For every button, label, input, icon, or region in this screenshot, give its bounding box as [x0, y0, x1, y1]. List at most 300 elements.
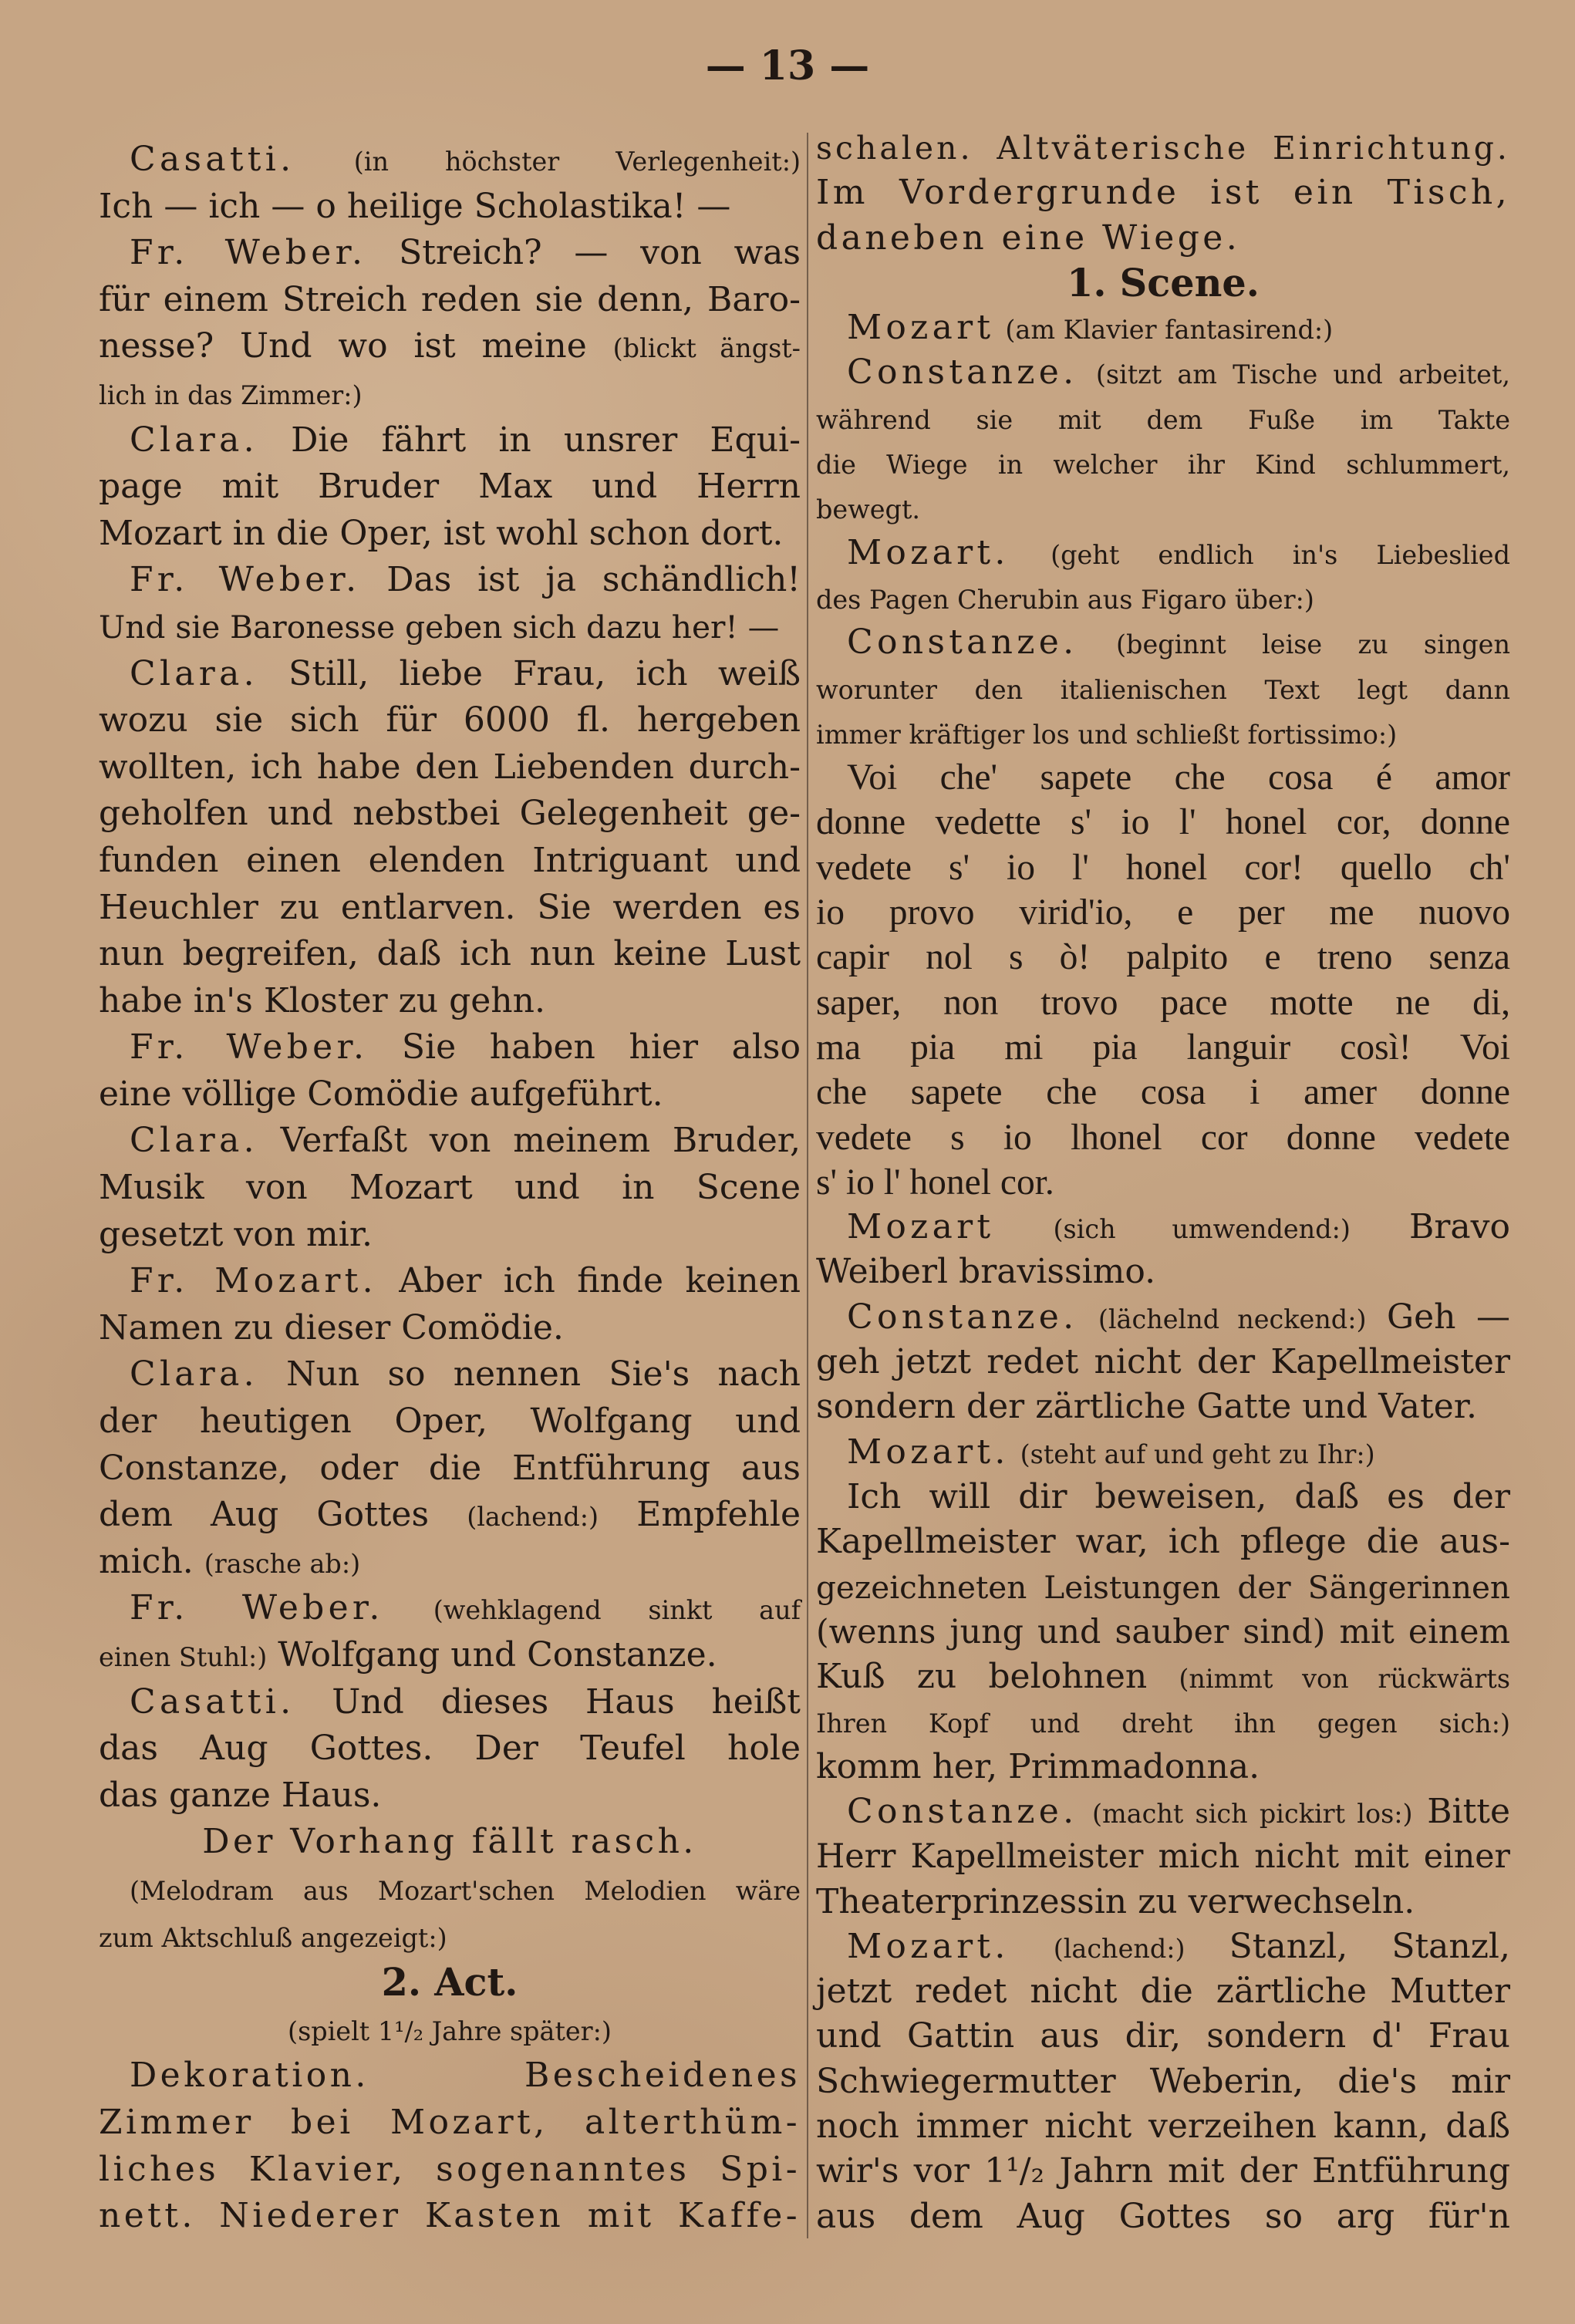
text-line [816, 305, 1510, 350]
text-line [816, 1295, 1510, 1340]
text-line [99, 1024, 801, 1071]
line-content [99, 373, 363, 413]
text-line [99, 1773, 801, 1820]
text-line [99, 137, 801, 184]
speaker-name: Casatti. [130, 1681, 295, 1722]
dialogue-text: page mit Bruder Max und Herrn [99, 467, 801, 507]
line-content [816, 1073, 1510, 1112]
line-content [847, 352, 1510, 392]
line-content [99, 2196, 801, 2235]
text-line [99, 1585, 801, 1632]
dialogue-text: das ganze Haus. [99, 1775, 382, 1815]
line-content [99, 888, 801, 927]
text-line [816, 1834, 1510, 1879]
line-content [130, 1261, 801, 1300]
text-line [99, 184, 801, 231]
text-line [816, 2149, 1510, 2194]
line-content [816, 803, 1510, 842]
line-content [816, 2062, 1510, 2101]
text-line [816, 1475, 1510, 1520]
stage-direction: lich in das Zimmer:) [99, 379, 363, 410]
speaker-name: Fr. Mozart. [130, 1261, 377, 1301]
speaker-name: Fr. Weber. [130, 233, 367, 273]
line-content [381, 1960, 518, 2005]
dialogue-text: geh jetzt redet nicht der Kapellmeister [816, 1342, 1510, 1382]
dialogue-text: Constanze, oder die Entführung aus [99, 1448, 801, 1488]
line-content [816, 173, 1510, 212]
paragraph [816, 305, 1510, 350]
paragraph [99, 1959, 801, 2006]
line-content [816, 983, 1510, 1023]
text-line [816, 1610, 1510, 1654]
paragraph [816, 1295, 1510, 1430]
paragraph [99, 1866, 801, 1959]
italian-lyric: donne vedette s' io l' honel cor, donne [816, 802, 1510, 843]
line-content [816, 1522, 1510, 1561]
speaker-name: Constanze. [847, 1791, 1078, 1831]
line-content [99, 2103, 801, 2142]
line-content [816, 848, 1510, 888]
dialogue-text: Streich? — von was [399, 233, 801, 273]
line-content [816, 487, 920, 527]
paragraph [816, 1475, 1510, 1789]
line-content [99, 609, 779, 646]
dialogue-text: habe in's Kloster zu gehn. [99, 980, 545, 1020]
dialogue-text: noch immer nicht verzeihen kann, daß [816, 2106, 1510, 2147]
column-rule [807, 133, 808, 2238]
line-content [847, 1792, 1510, 1831]
text-line [816, 396, 1510, 440]
paragraph [99, 1118, 801, 1258]
stage-direction: bewegt. [816, 494, 921, 525]
stage-direction: (wehklagend sinkt auf [433, 1595, 801, 1626]
dialogue-text: Heuchler zu entlarven. Sie werden es [99, 887, 801, 927]
paragraph [816, 1430, 1510, 1475]
stage-direction: (lächelnd neckend:) [1098, 1304, 1367, 1334]
text-line [99, 604, 801, 651]
italian-lyric: capir nol s ò! palpito e treno senza [816, 937, 1510, 978]
dialogue-text: gezeichneten Leistungen der Sängerinnen [816, 1568, 1510, 1606]
spaced-text: schalen. Altväterische Einrichtung. [816, 130, 1510, 167]
text-line [99, 2052, 801, 2100]
stage-direction: (beginnt leise zu singen [1116, 629, 1510, 660]
line-content [816, 1837, 1510, 1876]
dialogue-text: Und sie Baronesse geben sich dazu her! — [99, 608, 780, 646]
text-line [99, 791, 801, 838]
paragraph [99, 137, 801, 230]
dialogue-text: funden einen elenden Intriguant und [99, 840, 801, 880]
text-line [99, 2147, 801, 2194]
line-content [847, 1432, 1375, 1472]
text-line [816, 1250, 1510, 1294]
dialogue-text: nesse? Und wo ist meine [99, 326, 587, 366]
paragraph [99, 557, 801, 650]
italian-lyric: saper, non trovo pace motte ne di, [816, 982, 1510, 1023]
dialogue-text: Kapellmeister war, ich pflege die aus- [816, 1522, 1510, 1562]
stage-direction: (sich umwendend:) [1053, 1214, 1351, 1245]
dialogue-text: Musik von Mozart und in Scene [99, 1168, 801, 1208]
text-line [99, 417, 801, 464]
dialogue-text: Mozart in die Oper, ist wohl schon dort. [99, 513, 784, 553]
dialogue-text: und Gattin aus dir, sondern d' Frau [816, 2016, 1510, 2056]
text-line [816, 1070, 1510, 1115]
line-content [816, 2151, 1510, 2191]
stage-direction: während sie mit dem Fuße im Takte [816, 404, 1510, 435]
dialogue-text: dem Aug Gottes [99, 1495, 430, 1535]
dialogue-text: Geh — [1386, 1297, 1510, 1337]
line-content [847, 622, 1510, 662]
paragraph [99, 1258, 801, 1351]
spaced-text: Zimmer bei Mozart, alterthüm- [99, 2102, 801, 2142]
speaker-name: Clara. [130, 1121, 258, 1161]
text-line [816, 126, 1510, 170]
speaker-name: Clara. [130, 1354, 258, 1395]
stage-direction: (blickt ängst- [612, 333, 801, 364]
line-content [847, 308, 1333, 347]
line-content [847, 533, 1510, 572]
line-content [99, 747, 801, 787]
italian-lyric: s' io l' honel cor. [816, 1162, 1054, 1202]
speaker-name: Mozart [847, 1207, 995, 1247]
dialogue-text: aus dem Aug Gottes so arg für'n [816, 2196, 1510, 2236]
line-content [99, 1635, 717, 1675]
line-content [99, 1916, 447, 1955]
speaker-name: Clara. [130, 653, 258, 693]
page-number: — 13 — [705, 42, 870, 89]
text-line [99, 1913, 801, 1960]
line-content [99, 1449, 801, 1488]
italian-lyric: ma pia mi pia languir così! Voi [816, 1027, 1510, 1068]
text-line [99, 1819, 801, 1866]
line-content [99, 1729, 801, 1768]
line-content [816, 1747, 1260, 1786]
line-content [816, 938, 1510, 977]
line-content [99, 981, 545, 1020]
text-line [816, 1205, 1510, 1250]
text-line [816, 1654, 1510, 1699]
text-line [816, 485, 1510, 530]
italian-lyric: vedete s io lhonel cor donne vedete [816, 1117, 1510, 1158]
text-line [99, 1492, 801, 1539]
text-line [816, 1745, 1510, 1789]
spaced-text: nett. Niederer Kasten mit Kaffe- [99, 2196, 801, 2236]
dialogue-text: Weiberl bravissimo. [816, 1252, 1156, 1292]
dialogue-text: jetzt redet nicht die zärtliche Mutter [816, 1972, 1510, 2012]
dialogue-text: nun begreifen, daß ich nun keine Lust [99, 934, 801, 974]
paragraph [99, 1679, 801, 1820]
italian-lyric: io provo virid'io, e per me nuovo [816, 892, 1510, 933]
stage-direction: (nimmt von rückwärts [1179, 1664, 1510, 1695]
speaker-name: Fr. Weber. [130, 1027, 369, 1068]
line-content [130, 2056, 801, 2095]
dialogue-text: für einem Streich reden sie denn, Baro- [99, 279, 801, 319]
text-line [99, 277, 801, 324]
paragraph [99, 2006, 801, 2053]
line-content [130, 420, 801, 460]
italian-lyric: vedete s' io l' honel cor! quello ch' [816, 847, 1510, 888]
text-line [99, 1866, 801, 1913]
text-line [816, 1880, 1510, 1924]
line-content [847, 1927, 1510, 1966]
line-content [816, 443, 1510, 482]
dialogue-text: Stanzl, Stanzl, [1229, 1926, 1510, 1966]
text-line [99, 1071, 801, 1118]
text-line [99, 2006, 801, 2053]
dialogue-text: eine völlige Comödie aufgeführt. [99, 1074, 663, 1114]
line-content [130, 1588, 801, 1627]
line-content [130, 233, 801, 272]
text-line [816, 170, 1510, 215]
text-line [99, 511, 801, 558]
dialogue-text: mich. [99, 1541, 194, 1581]
stage-direction: einen Stuhl:) [99, 1642, 268, 1672]
text-line [816, 440, 1510, 485]
text-line [816, 1565, 1510, 1610]
paragraph [816, 1789, 1510, 1924]
stage-direction: immer kräftiger los und schließt fortissimo:) [816, 719, 1398, 750]
text-line [816, 1430, 1510, 1475]
line-content [99, 794, 801, 833]
stage-direction: (in höchster Verlegenheit:) [353, 147, 801, 177]
text-line [816, 1520, 1510, 1564]
text-line [816, 2104, 1510, 2149]
dialogue-text: Sie haben hier also [401, 1027, 801, 1068]
text-line [816, 845, 1510, 890]
text-line [99, 1632, 801, 1679]
spaced-text: liches Klavier, sogenanntes Spi- [99, 2149, 801, 2189]
line-content [847, 1297, 1510, 1337]
paragraph [99, 1351, 801, 1585]
text-line [99, 1679, 801, 1726]
line-content [847, 1477, 1510, 1516]
text-line [816, 1025, 1510, 1070]
line-content [99, 1215, 373, 1254]
dialogue-text: Und dieses Haus heißt [332, 1681, 801, 1722]
line-content [99, 1776, 381, 1815]
text-line [99, 697, 801, 744]
text-line [816, 980, 1510, 1025]
italian-lyric: Voi che' sapete che cosa é amor [847, 757, 1510, 798]
line-content [816, 713, 1397, 752]
paragraph [99, 230, 801, 417]
line-content [816, 1613, 1510, 1651]
dialogue-text: Nun so nennen Sie's nach [286, 1354, 801, 1395]
text-line [816, 1789, 1510, 1834]
dialogue-text: Die fährt in unsrer Equi- [291, 420, 801, 460]
speaker-name: Constanze. [847, 1297, 1078, 1337]
line-content [130, 560, 801, 599]
section-heading: 1. Scene. [1067, 260, 1260, 305]
text-line [816, 350, 1510, 395]
text-line [816, 1115, 1510, 1160]
text-line [99, 1212, 801, 1259]
speaker-name: Fr. Weber. [130, 560, 361, 600]
line-content [816, 2016, 1510, 2056]
line-content [99, 326, 801, 366]
line-content [816, 578, 1314, 617]
line-content [816, 1028, 1510, 1068]
line-content [99, 2150, 801, 2189]
line-content [99, 1542, 360, 1581]
text-line [816, 710, 1510, 755]
text-line [99, 1445, 801, 1493]
speaker-name: Mozart. [847, 532, 1010, 572]
paragraph [816, 531, 1510, 621]
line-content [99, 1308, 564, 1348]
stage-direction: (steht auf und geht zu Ihr:) [1020, 1439, 1375, 1469]
line-content [99, 1074, 663, 1114]
stage-direction: (geht endlich in's Liebeslied [1051, 539, 1510, 570]
line-content [99, 1495, 801, 1534]
line-content [816, 2106, 1510, 2146]
paragraph [816, 126, 1510, 261]
line-content [130, 1121, 801, 1160]
text-line [816, 1924, 1510, 1969]
speaker-name: Mozart [847, 308, 995, 348]
dialogue-text: Das ist ja schändlich! [386, 560, 801, 600]
paragraph [99, 651, 801, 1025]
dialogue-text: Ich will dir beweisen, daß es der [847, 1476, 1510, 1516]
dialogue-text: Empfehle [636, 1495, 801, 1535]
text-line [99, 1118, 801, 1165]
spaced-text: daneben eine Wiege. [816, 218, 1241, 258]
text-line [99, 978, 801, 1025]
line-content [288, 2009, 612, 2049]
paragraph [99, 2052, 801, 2239]
stage-direction: (macht sich pickirt los:) [1091, 1798, 1413, 1829]
line-content [130, 654, 801, 693]
text-line [816, 935, 1510, 980]
dialogue-text: wollten, ich habe den Liebenden durch- [99, 747, 801, 787]
line-content [99, 1401, 801, 1441]
stage-direction: (am Klavier fantasirend:) [1005, 315, 1334, 346]
dialogue-text: (wenns jung und sauber sind) mit einem [816, 1612, 1510, 1651]
line-content [99, 187, 730, 226]
paragraph [816, 261, 1510, 305]
line-content [816, 1387, 1477, 1426]
line-content [816, 1882, 1415, 1921]
line-content [816, 1657, 1510, 1696]
text-line [99, 931, 801, 978]
text-line [816, 1969, 1510, 2014]
dialogue-text: Bitte [1427, 1791, 1510, 1831]
text-line [816, 575, 1510, 620]
text-line [816, 890, 1510, 935]
line-content [130, 1354, 801, 1394]
right-column [816, 126, 1510, 2239]
text-line [816, 1340, 1510, 1385]
text-line [816, 261, 1510, 305]
italian-lyric: che sapete che cosa i amer donne [816, 1072, 1510, 1113]
text-line [816, 531, 1510, 575]
dialogue-text: sondern der zärtliche Gatte und Vater. [816, 1387, 1477, 1427]
line-content [816, 130, 1510, 167]
dialogue-text: Namen zu dieser Comödie. [99, 1307, 564, 1348]
line-content [847, 758, 1510, 798]
paragraph [816, 755, 1510, 1205]
stage-direction: Ihren Kopf und dreht ihn gegen sich:) [816, 1708, 1510, 1739]
speaker-name: Casatti. [130, 140, 295, 179]
stage-direction: (rasche ab:) [204, 1548, 361, 1579]
paragraph [816, 1205, 1510, 1295]
text-line [99, 323, 801, 370]
text-line [816, 2014, 1510, 2059]
line-content [99, 280, 801, 319]
line-content [816, 668, 1510, 707]
line-content [130, 1869, 801, 1908]
dialogue-text: Schwiegermutter Weberin, die's mir [816, 2061, 1510, 2101]
line-content [816, 1702, 1510, 1741]
dialogue-text: gesetzt von mir. [99, 1214, 373, 1254]
line-content [130, 140, 801, 179]
text-line [816, 1699, 1510, 1744]
dialogue-text: wir's vor 1¹/₂ Jahrn mit der Entführung [816, 2151, 1510, 2191]
dialogue-text: Aber ich finde keinen [399, 1261, 801, 1301]
text-line [99, 651, 801, 698]
dialogue-text: Wolfgang und Constanze. [278, 1635, 717, 1675]
paragraph [99, 1024, 801, 1118]
line-content [202, 1822, 696, 1861]
paragraph [99, 1819, 801, 1866]
dialogue-text: Ich — ich — o heilige Scholastika! — [99, 186, 731, 226]
speaker-name: Constanze. [847, 622, 1078, 663]
text-line [99, 1351, 801, 1398]
line-content [816, 1342, 1510, 1381]
dialogue-text: wozu sie sich für 6000 fl. hergeben [99, 700, 801, 740]
stage-direction: (lachend:) [467, 1502, 599, 1533]
dialogue-text: das Aug Gottes. Der Teufel hole [99, 1729, 801, 1769]
spaced-text: Dekoration. Bescheidenes [130, 2056, 801, 2096]
left-column [99, 137, 801, 2240]
stage-direction: (Melodram aus Mozart'schen Melodien wäre [130, 1875, 801, 1906]
line-content [816, 398, 1510, 437]
line-content [130, 1027, 801, 1067]
speaker-name: Constanze. [847, 352, 1078, 393]
line-content [816, 218, 1240, 258]
line-content [99, 841, 801, 880]
spaced-text: Der Vorhang fällt rasch. [202, 1822, 697, 1862]
stage-direction: (lachend:) [1053, 1933, 1185, 1964]
dialogue-text: der heutigen Oper, Wolfgang und [99, 1401, 801, 1442]
text-line [816, 1160, 1510, 1205]
line-content [816, 1163, 1054, 1202]
paragraph [816, 620, 1510, 755]
text-line [816, 2194, 1510, 2239]
stage-direction: die Wiege in welcher ihr Kind schlummert, [816, 450, 1510, 481]
line-content [816, 1252, 1155, 1291]
text-line [816, 800, 1510, 845]
spaced-text: Im Vordergrunde ist ein Tisch, [816, 173, 1510, 213]
speaker-name: Fr. Weber. [130, 1588, 384, 1628]
stage-direction: worunter den italienischen Text legt dann [816, 674, 1510, 705]
line-content [1067, 260, 1260, 305]
text-line [816, 1385, 1510, 1429]
line-content [816, 2197, 1510, 2236]
line-content [99, 934, 801, 973]
text-line [99, 1398, 801, 1445]
dialogue-text: geholfen und nebstbei Gelegenheit ge- [99, 794, 801, 834]
stage-direction: (sitzt am Tische und arbeitet, [1095, 359, 1510, 390]
line-content [99, 514, 783, 553]
stage-direction: (spielt 1¹/₂ Jahre später:) [288, 2015, 612, 2046]
paragraph [99, 1585, 801, 1678]
line-content [99, 1168, 801, 1207]
text-line [816, 2059, 1510, 2104]
dialogue-text: Herr Kapellmeister mich nicht mit einer [816, 1837, 1510, 1877]
text-line [99, 1165, 801, 1212]
line-content [816, 1972, 1510, 2011]
paragraph [816, 1924, 1510, 2239]
